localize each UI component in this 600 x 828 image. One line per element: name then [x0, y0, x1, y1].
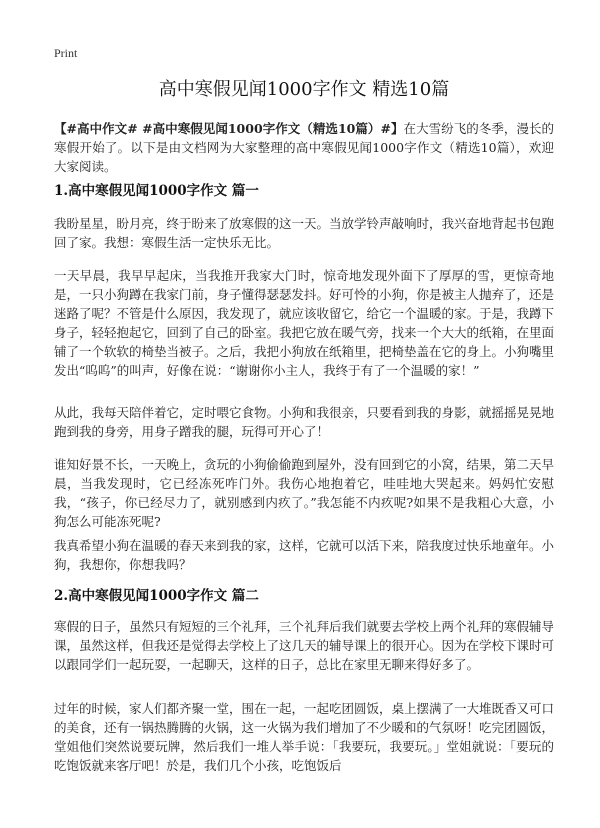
document-title: 高中寒假见闻1000字作文 精选10篇	[158, 79, 450, 100]
intro-text: 在大雪纷飞的冬季，漫长的寒假开始了。以下是由文档网为大家整理的高中寒假见闻1000字作文（精选10篇），欢迎大家阅读。	[54, 121, 554, 174]
paragraph: 我真希望小狗在温暖的春天来到我的家，这样，它就可以活下来，陪我度过快乐地童年。小狗，我想你，你想我吗？	[54, 538, 555, 572]
paragraph: 过年的时候，家人们都齐聚一堂，围在一起，一起吃团圆饭，桌上摆满了一大堆既香又可口的美食，还有一锅热腾腾的火锅，这一火锅为我们增加了不少暖和的气氛呀！吃完团圆饭，堂姐他们突然说要玩牌，然后我们一堆人举手说：「我要玩，我要玩。」堂姐就说：「要玩的吃饱饭就来客厅吧！於是，我们几个小孩，吃饱饭后	[54, 701, 555, 773]
intro-lead: 【#高中作文# #高中寒假见闻1000字作文（精选10篇）#】	[54, 121, 404, 136]
paragraph: 寒假的日子，虽然只有短短的三个礼拜，三个礼拜后我们就要去学校上两个礼拜的寒假辅导课，虽然这样，但我还是觉得去学校上了这几天的辅导课上的很开心。因为在学校下课时可以跟同学们一起玩耍，一起聊天，这样的日子，总比在家里无聊来得好多了。	[54, 619, 555, 672]
section-heading-1: 1.高中寒假见闻1000字作文 篇一	[54, 183, 259, 199]
paragraph: 一天早晨，我早早起床，当我推开我家大门时，惊奇地发现外面下了厚厚的雪，更惊奇地是，一只小狗蹲在我家门前，身子懂得瑟瑟发抖。好可怜的小狗，你是被主人抛弃了，还是迷路了呢？不管是什么原因，我发现了，就应该收留它，给它一个温暖的家。于是，我蹲下身子，轻轻抱起它，回到了自己的卧室。我把它放在暖气旁，找来一个大大的纸箱，在里面铺了一个软软的椅垫当被子。之后，我把小狗放在纸箱里，把椅垫盖在它的身上。小狗嘴里发出“呜呜”的叫声，好像在说：“谢谢你小主人，我终于有了一个温暖的家！”	[54, 268, 555, 378]
paragraph: 谁知好景不长，一天晚上，贪玩的小狗偷偷跑到屋外，没有回到它的小窝，结果，第二天早晨，当我发现时，它已经冻死咋门外。我伤心地抱着它，哇哇地大哭起来。妈妈忙安慰我，“孩子，你已经尽力了，就别感到内疚了。”我怎能不内疚呢?如果不是我粗心大意，小狗怎么可能冻死呢?	[54, 457, 555, 529]
section-heading-2: 2.高中寒假见闻1000字作文 篇二	[54, 588, 259, 604]
print-link[interactable]: Print	[54, 46, 78, 60]
paragraph: 我盼星星，盼月亮，终于盼来了放寒假的这一天。当放学铃声敲响时，我兴奋地背起书包跑回了家。我想：寒假生活一定快乐无比。	[54, 216, 555, 250]
paragraph: 从此，我每天陪伴着它，定时喂它食物。小狗和我很亲，只要看到我的身影，就摇摇晃晃地跑到我的身旁，用身子蹭我的腿，玩得可开心了！	[54, 405, 555, 439]
intro-paragraph	[54, 119, 554, 176]
